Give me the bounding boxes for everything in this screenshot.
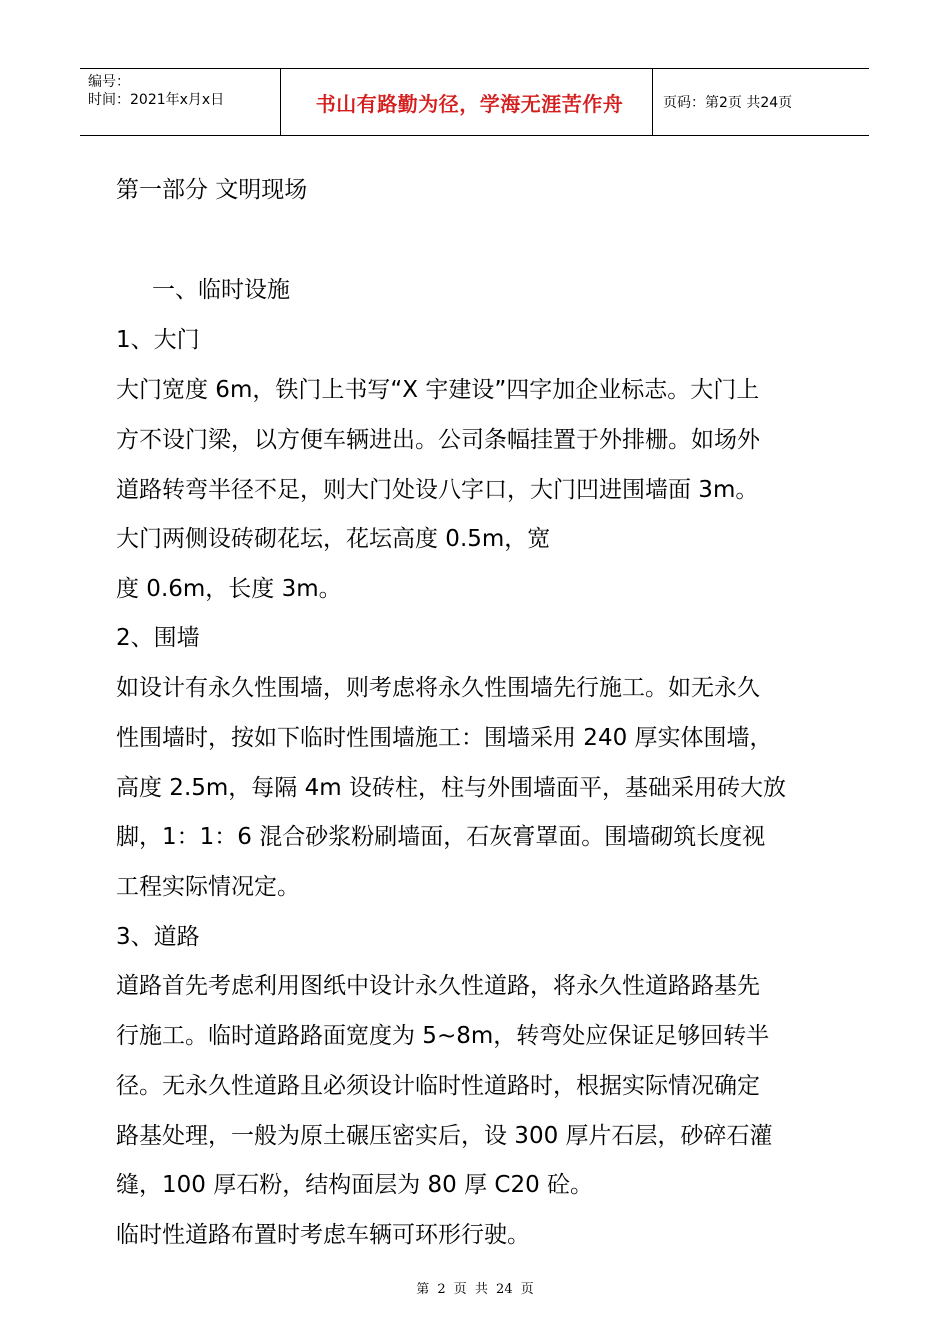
paragraph-line: 路基处理，一般为原土碾压密实后，设 300 厚片石层，砂碎石灌 <box>116 1123 773 1149</box>
wall-title: 2、围墙 <box>116 625 200 651</box>
paragraph-line: 大门两侧设砖砌花坛，花坛高度 0.5m，宽 <box>116 526 551 552</box>
paragraph-line: 脚，1：1：6 混合砂浆粉刷墙面，石灰膏罩面。围墙砌筑长度视 <box>116 824 766 850</box>
section-title: 一、临时设施 <box>152 277 290 303</box>
paragraph-line: 道路转弯半径不足，则大门处设八字口，大门凹进围墙面 3m。 <box>116 477 759 503</box>
paragraph-line: 行施工。临时道路路面宽度为 5~8m，转弯处应保证足够回转半 <box>116 1023 770 1049</box>
paragraph-line: 度 0.6m，长度 3m。 <box>116 576 342 602</box>
paragraph-line: 性围墙时，按如下临时性围墙施工：围墙采用 240 厚实体围墙， <box>116 725 773 751</box>
paragraph-line: 道路首先考虑利用图纸中设计永久性道路，将永久性道路路基先 <box>116 973 760 999</box>
header-page-cell <box>653 69 869 135</box>
motto: 书山有路勤为径，学海无涯苦作舟 <box>315 91 624 116</box>
page-footer: 第 2 页 共 24 页 <box>416 1282 534 1297</box>
gate-title: 1、大门 <box>116 327 200 353</box>
paragraph-line: 大门宽度 6m，铁门上书写“X 宇建设”四字加企业标志。大门上 <box>116 377 760 403</box>
paragraph-line: 方不设门梁，以方便车辆进出。公司条幅挂置于外排栅。如场外 <box>116 427 760 453</box>
paragraph-line: 如设计有永久性围墙，则考虑将永久性围墙先行施工。如无永久 <box>116 675 760 701</box>
paragraph-line: 缝，100 厚石粉，结构面层为 80 厚 C20 砼。 <box>116 1172 594 1198</box>
paragraph-line: 临时性道路布置时考虑车辆可环形行驶。 <box>116 1222 530 1248</box>
time-label: 时间：2021年x月x日 <box>88 92 225 108</box>
road-title: 3、道路 <box>116 924 200 950</box>
number-label: 编号： <box>88 74 130 90</box>
paragraph-line: 工程实际情况定。 <box>116 874 300 900</box>
paragraph-line: 高度 2.5m，每隔 4m 设砖柱，柱与外围墙面平，基础采用砖大放 <box>116 775 786 801</box>
header-meta <box>80 69 280 135</box>
page-info: 页码：第2页 共24页 <box>663 95 793 111</box>
paragraph-line: 径。无永久性道路且必须设计临时性道路时，根据实际情况确定 <box>116 1073 760 1099</box>
header-motto-cell <box>280 69 653 135</box>
page-header <box>80 68 869 136</box>
part-title: 第一部分 文明现场 <box>116 177 308 203</box>
